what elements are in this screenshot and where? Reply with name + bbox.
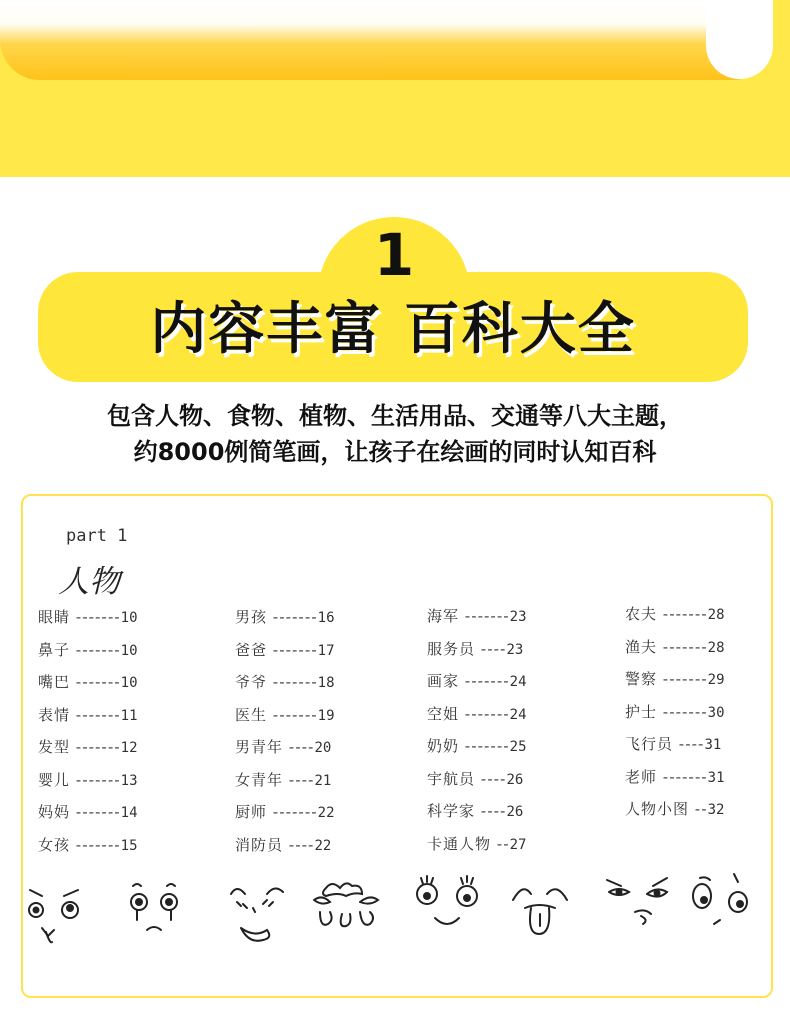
subtitle-line-2: 约8000例简笔画，让孩子在绘画的同时认知百科 <box>133 438 657 466</box>
toc-entry-leader: ---- <box>283 738 315 756</box>
toc-entry-name: 男孩 <box>235 608 268 626</box>
toc-entry-name: 医生 <box>235 705 268 724</box>
toc-entry-leader: ------- <box>459 607 510 625</box>
toc-entry <box>38 606 138 639</box>
toc-entry-leader: ------- <box>267 608 318 626</box>
toc-entry-name: 护士 <box>625 702 658 721</box>
smiling-face-icon <box>417 876 477 924</box>
angry-face-icon <box>29 890 78 942</box>
toc-entry <box>38 736 138 769</box>
toc-column-4 <box>625 603 725 831</box>
toc-entry-name: 画家 <box>427 672 460 690</box>
toc-entry-name: 农夫 <box>625 605 658 623</box>
toc-entry-name: 鼻子 <box>38 640 71 659</box>
toc-entry-page: 32 <box>707 802 725 818</box>
toc-entry-page: 24 <box>509 706 527 723</box>
toc-entry-leader: ------- <box>70 738 121 756</box>
toc-entry-page: 28 <box>707 607 725 623</box>
doodle-faces <box>22 872 762 952</box>
toc-entry-leader: -- <box>689 800 708 818</box>
toc-entry-name: 男青年 <box>235 738 284 756</box>
toc-entry <box>38 801 138 834</box>
grumpy-face-icon <box>607 878 667 924</box>
toc-entry-name: 嘴巴 <box>38 673 71 691</box>
toc-entry-page: 12 <box>120 740 138 756</box>
toc-entry-leader: ------- <box>657 670 708 688</box>
toc-entry-leader: ---- <box>283 770 315 789</box>
toc-entry-page: 15 <box>120 837 138 854</box>
toc-entry-leader: ---- <box>673 735 705 753</box>
toc-entry-page: 19 <box>317 707 335 724</box>
toc-entry <box>38 671 138 704</box>
toc-entry-page: 23 <box>506 641 524 658</box>
toc-entry-page: 26 <box>506 804 524 820</box>
toc-entry-page: 13 <box>120 772 138 789</box>
toc-entry-name: 爸爸 <box>235 640 268 659</box>
toc-entry <box>235 801 335 834</box>
toc-entry-name: 表情 <box>38 705 71 724</box>
banner-curl <box>706 0 773 79</box>
subtitle-line-1: 包含人物、食物、植物、生活用品、交通等八大主题， <box>107 402 683 430</box>
toc-entry-leader: ------- <box>657 702 708 721</box>
toc-entry-name: 消防员 <box>235 835 284 854</box>
toc-entry-page: 16 <box>317 610 335 626</box>
toc-entry-leader: ------- <box>267 803 318 821</box>
surprised-face-icon <box>693 874 747 924</box>
toc-entry-page: 24 <box>509 674 527 690</box>
toc-entry <box>625 733 725 766</box>
section-number: 1 <box>373 221 415 289</box>
toc-entry <box>235 769 335 802</box>
toc-entry-page: 23 <box>509 609 527 625</box>
toc-entry <box>235 606 335 639</box>
toc-entry-leader: ------- <box>459 737 510 755</box>
part-heading: 人物 <box>58 564 120 600</box>
toc-entry-leader: ------- <box>70 705 121 724</box>
toc-entry-leader: -- <box>491 834 510 853</box>
toc-entry-name: 渔夫 <box>625 637 658 656</box>
toc-entry-page: 22 <box>317 805 335 821</box>
toc-entry-leader: ---- <box>283 835 315 854</box>
toc-entry <box>235 704 335 737</box>
toc-entry <box>625 798 725 831</box>
toc-entry-leader: ---- <box>475 639 507 658</box>
toc-entry-name: 眼睛 <box>38 608 71 626</box>
shy-face-icon <box>231 888 283 940</box>
toc-entry-name: 服务员 <box>427 639 476 658</box>
toc-entry-leader: ------- <box>70 673 121 691</box>
toc-entry-page: 27 <box>509 836 527 853</box>
toc-entry-leader: ------- <box>657 605 708 623</box>
toc-entry-leader: ---- <box>475 769 507 788</box>
toc-entry-name: 爷爷 <box>235 673 268 691</box>
toc-entry-page: 20 <box>314 740 332 756</box>
toc-column-1 <box>38 606 138 866</box>
toc-entry-name: 发型 <box>38 738 71 756</box>
toc-entry-page: 10 <box>120 675 138 691</box>
toc-entry-leader: ------- <box>267 673 318 691</box>
toc-entry <box>625 701 725 734</box>
toc-entry <box>427 800 527 833</box>
toc-entry-page: 31 <box>704 737 722 753</box>
toc-entry-leader: ------- <box>70 770 121 789</box>
toc-entry-leader: ------- <box>459 672 510 690</box>
toc-entry <box>38 834 138 867</box>
toc-entry-page: 26 <box>506 771 524 788</box>
toc-entry-page: 18 <box>317 675 335 691</box>
toc-entry <box>427 833 527 866</box>
toc-entry-name: 海军 <box>427 607 460 625</box>
toc-entry-leader: ------- <box>459 704 510 723</box>
toc-entry <box>235 736 335 769</box>
toc-entry-name: 女孩 <box>38 835 71 854</box>
toc-entry <box>427 605 527 638</box>
toc-entry-page: 31 <box>707 769 725 786</box>
toc-entry-name: 科学家 <box>427 802 476 820</box>
toc-entry <box>625 766 725 799</box>
toc-entry-page: 22 <box>314 837 332 854</box>
toc-column-2 <box>235 606 335 866</box>
toc-entry-leader: ------- <box>267 640 318 659</box>
toc-entry-name: 空姐 <box>427 704 460 723</box>
toc-entry-leader: ------- <box>70 640 121 659</box>
toc-entry-page: 21 <box>314 772 332 789</box>
toc-entry <box>235 671 335 704</box>
toc-entry-page: 29 <box>707 672 725 688</box>
toc-entry <box>38 769 138 802</box>
toc-entry <box>427 735 527 768</box>
tongue-face-icon <box>513 889 567 934</box>
toc-entry <box>235 834 335 867</box>
toc-entry-name: 厨师 <box>235 803 268 821</box>
toc-entry-page: 25 <box>509 739 527 755</box>
toc-entry <box>235 639 335 672</box>
toc-entry-name: 警察 <box>625 670 658 688</box>
toc-entry-page: 28 <box>707 639 725 656</box>
toc-entry-leader: ------- <box>70 835 121 854</box>
toc-entry-leader: ------- <box>657 637 708 656</box>
toc-entry-page: 17 <box>317 642 335 659</box>
toc-entry-name: 人物小图 <box>625 800 690 818</box>
toc-entry <box>38 704 138 737</box>
toc-entry-page: 10 <box>120 642 138 659</box>
toc-column-3 <box>427 605 527 865</box>
toc-entry-leader: ---- <box>475 802 507 820</box>
toc-entry <box>427 703 527 736</box>
nose-face-icon <box>314 883 378 926</box>
toc-entry-page: 10 <box>120 610 138 626</box>
toc-entry-leader: ------- <box>267 705 318 724</box>
section-subtitle <box>0 398 790 470</box>
top-banner <box>0 0 773 80</box>
part-label: part 1 <box>66 526 128 546</box>
toc-entry-name: 老师 <box>625 767 658 786</box>
toc-entry-leader: ------- <box>657 767 708 786</box>
toc-entry <box>38 639 138 672</box>
toc-entry-name: 婴儿 <box>38 770 71 789</box>
toc-entry-leader: ------- <box>70 608 121 626</box>
toc-entry-page: 14 <box>120 805 138 821</box>
toc-entry-name: 飞行员 <box>625 735 674 753</box>
toc-entry-name: 宇航员 <box>427 769 476 788</box>
toc-entry <box>427 670 527 703</box>
section-title: 内容丰富 百科大全 <box>150 297 636 362</box>
toc-entry-name: 妈妈 <box>38 803 71 821</box>
toc-entry-name: 女青年 <box>235 770 284 789</box>
toc-entry-leader: ------- <box>70 803 121 821</box>
toc-entry <box>625 668 725 701</box>
toc-entry-page: 11 <box>120 707 138 724</box>
toc-entry-name: 卡通人物 <box>427 834 492 853</box>
toc-entry-name: 奶奶 <box>427 737 460 755</box>
toc-entry <box>625 636 725 669</box>
toc-entry <box>427 638 527 671</box>
toc-entry <box>427 768 527 801</box>
crying-face-icon <box>131 884 177 930</box>
toc-entry <box>625 603 725 636</box>
toc-entry-page: 30 <box>707 704 725 721</box>
